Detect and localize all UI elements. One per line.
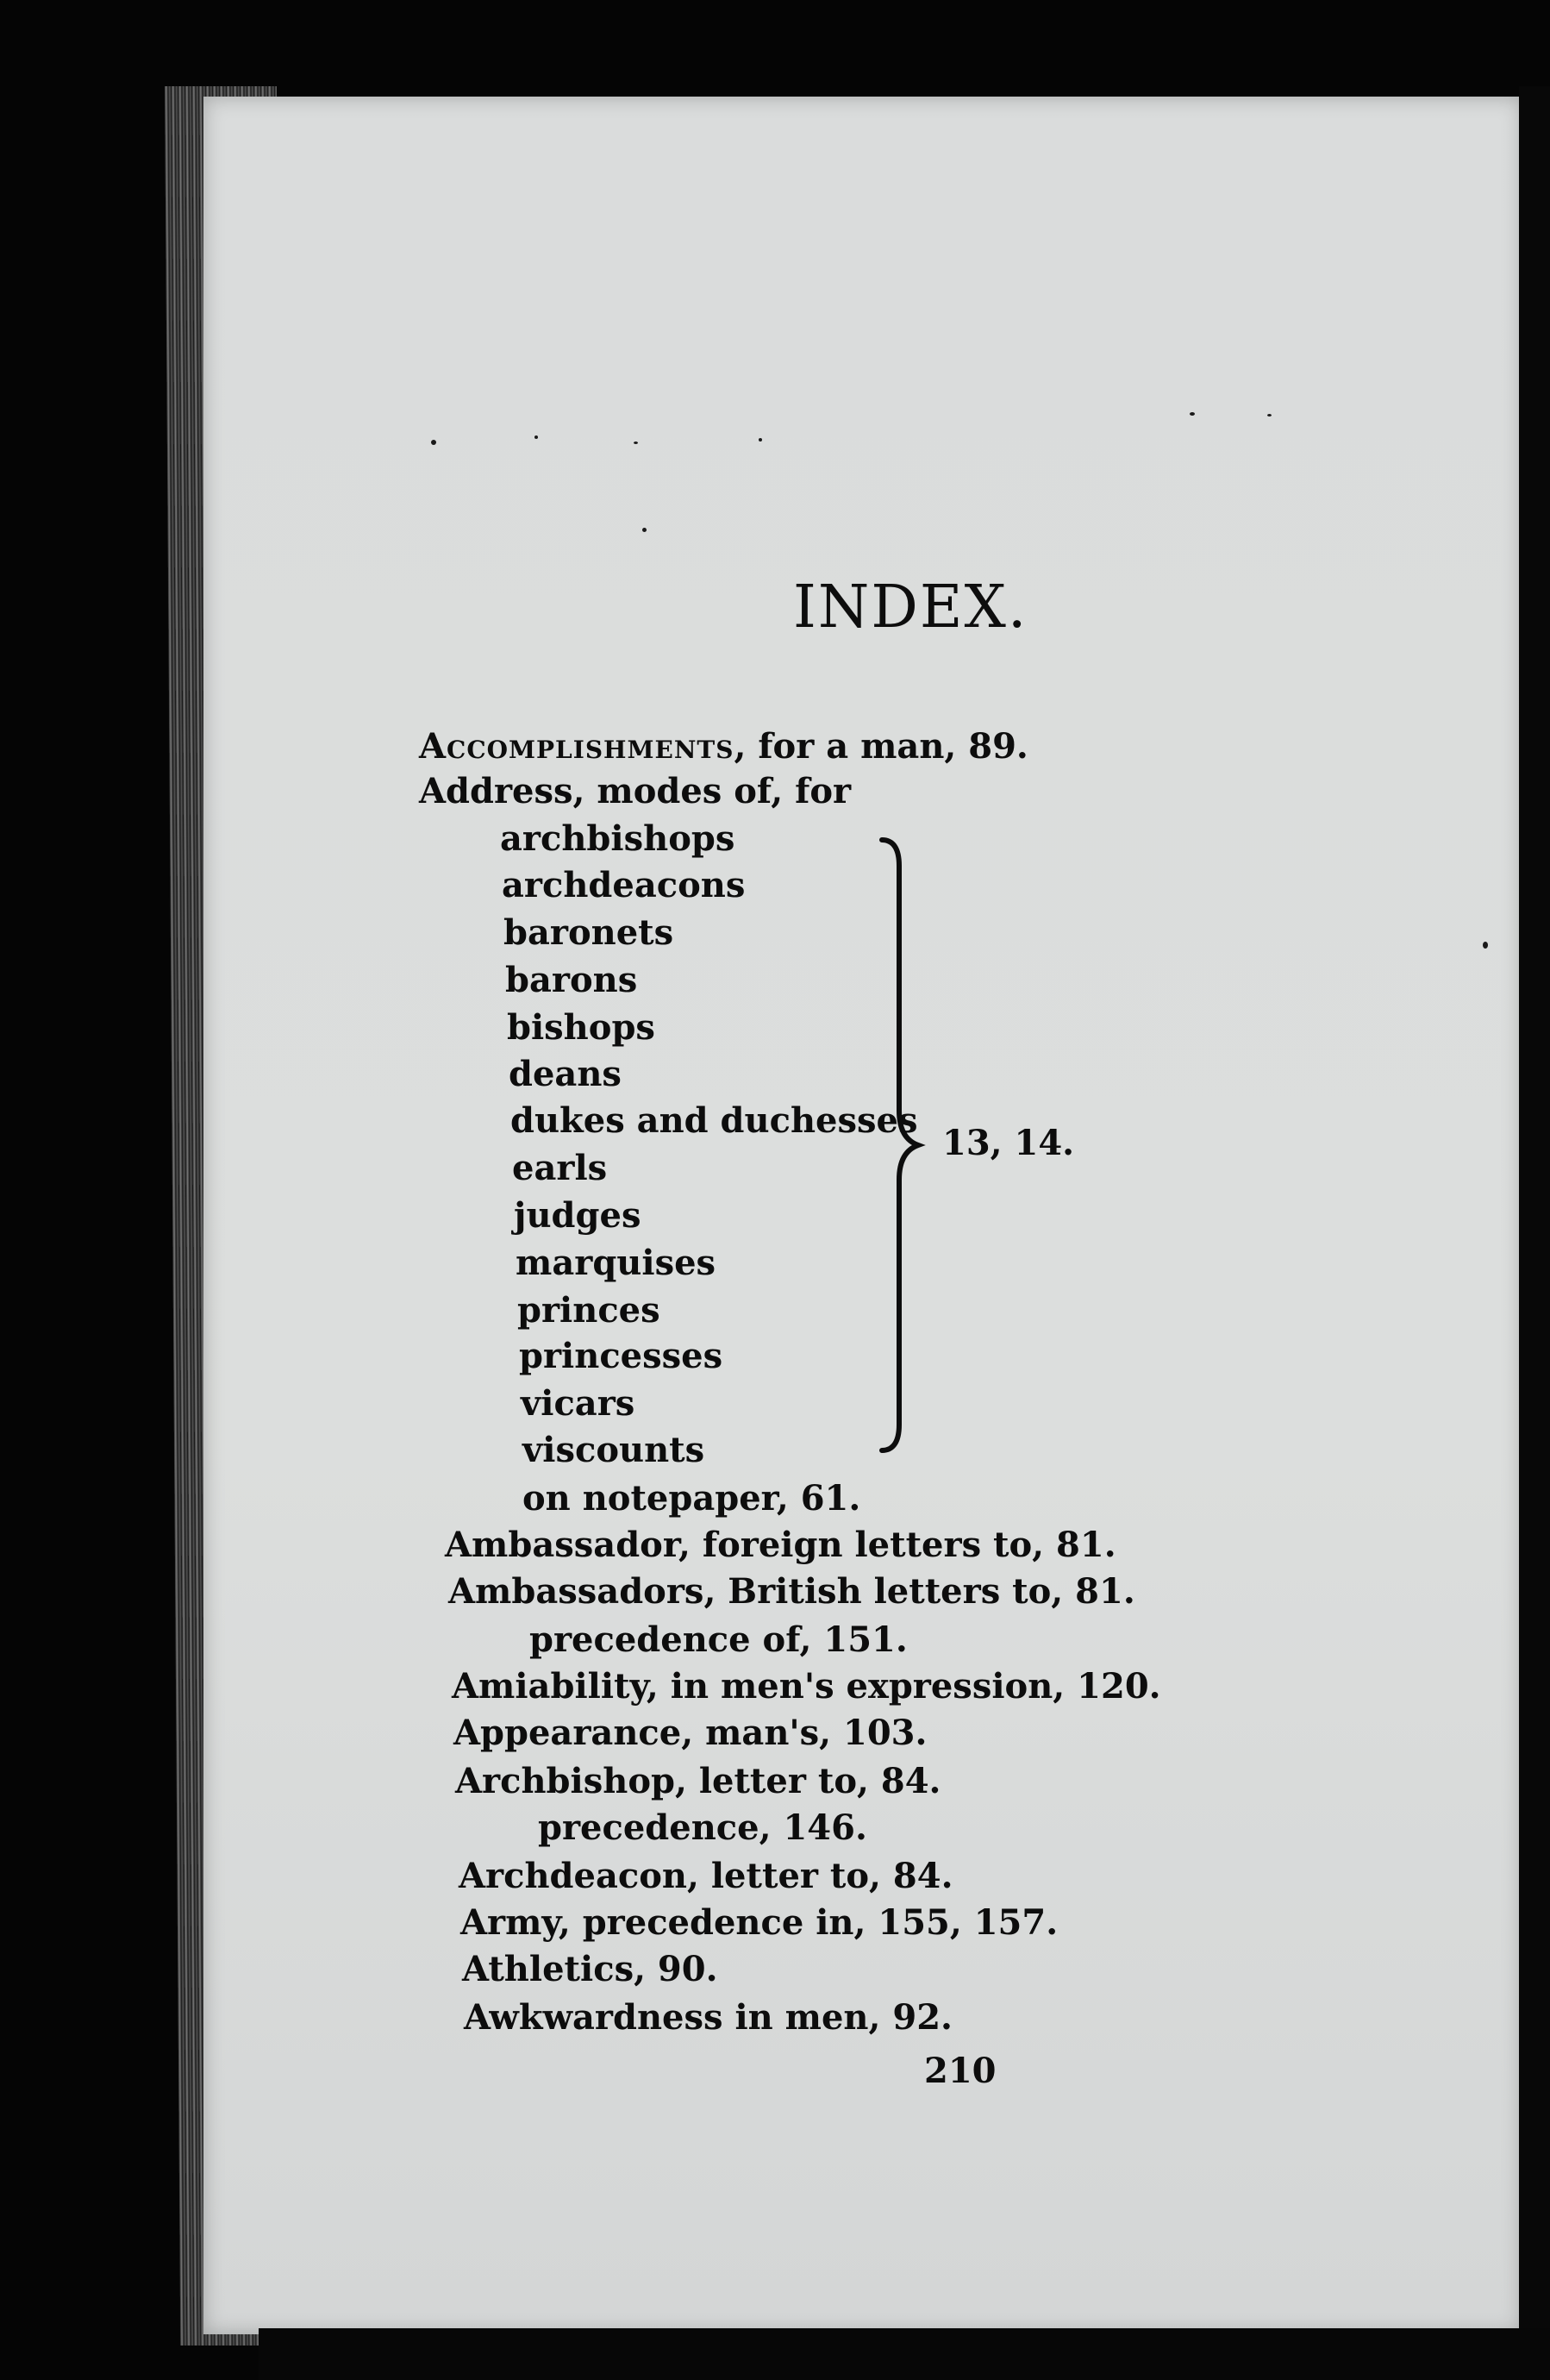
- index-entry: Archbishop, letter to, 84.: [455, 1761, 941, 1801]
- index-entry-accomplishments: [419, 726, 1028, 767]
- index-subentry: archdeacons: [502, 865, 746, 905]
- ink-speck: [759, 438, 762, 442]
- curly-brace-icon: [875, 835, 927, 1456]
- index-subentry: vicars: [521, 1383, 635, 1424]
- index-subentry: princes: [517, 1290, 660, 1331]
- bottom-shadow: [259, 2328, 1550, 2380]
- ink-speck: [634, 442, 638, 444]
- index-entry: Address, modes of, for: [419, 771, 852, 811]
- index-entry: Army, precedence in, 155, 157.: [460, 1902, 1059, 1943]
- index-entry: Amiability, in men's expression, 120.: [452, 1666, 1161, 1707]
- right-gutter-shadow: [1519, 86, 1550, 2346]
- ink-speck: [431, 440, 436, 445]
- index-subentry: precedence of, 151.: [529, 1619, 908, 1660]
- index-subentry: deans: [509, 1054, 622, 1094]
- index-subentry: barons: [505, 960, 638, 1000]
- page-number: 210: [924, 2051, 997, 2091]
- index-subentry: on notepaper, 61.: [522, 1478, 861, 1519]
- index-subentry: baronets: [503, 912, 674, 953]
- index-entry: Ambassador, foreign letters to, 81.: [445, 1525, 1116, 1565]
- index-entry-rest: , for a man, 89.: [734, 726, 1028, 767]
- index-subentry: viscounts: [522, 1430, 705, 1470]
- index-subentry: princesses: [519, 1336, 723, 1376]
- index-entry: Archdeacon, letter to, 84.: [459, 1856, 953, 1896]
- index-subentry: marquises: [516, 1243, 716, 1283]
- index-subentry: precedence, 146.: [538, 1807, 867, 1848]
- index-entry: Appearance, man's, 103.: [453, 1713, 928, 1753]
- index-subentry: archbishops: [500, 818, 735, 859]
- ink-speck: [534, 435, 538, 439]
- index-subentry: dukes and duchesses: [510, 1100, 918, 1141]
- page-title: INDEX.: [793, 573, 1028, 642]
- ink-speck: [1267, 414, 1272, 416]
- ink-speck: [1190, 412, 1195, 416]
- ink-speck: [642, 528, 647, 532]
- index-entry: Ambassadors, British letters to, 81.: [448, 1571, 1135, 1612]
- brace-page-reference: 13, 14.: [942, 1123, 1075, 1163]
- index-entry: Awkwardness in men, 92.: [464, 1997, 953, 2038]
- index-entry: Athletics, 90.: [462, 1949, 718, 1989]
- ink-speck: [1483, 942, 1488, 949]
- index-subentry: earls: [512, 1148, 608, 1188]
- index-subentry: judges: [514, 1195, 641, 1236]
- index-subentry: bishops: [507, 1007, 655, 1048]
- index-entry-lead: Accomplishments: [419, 726, 734, 767]
